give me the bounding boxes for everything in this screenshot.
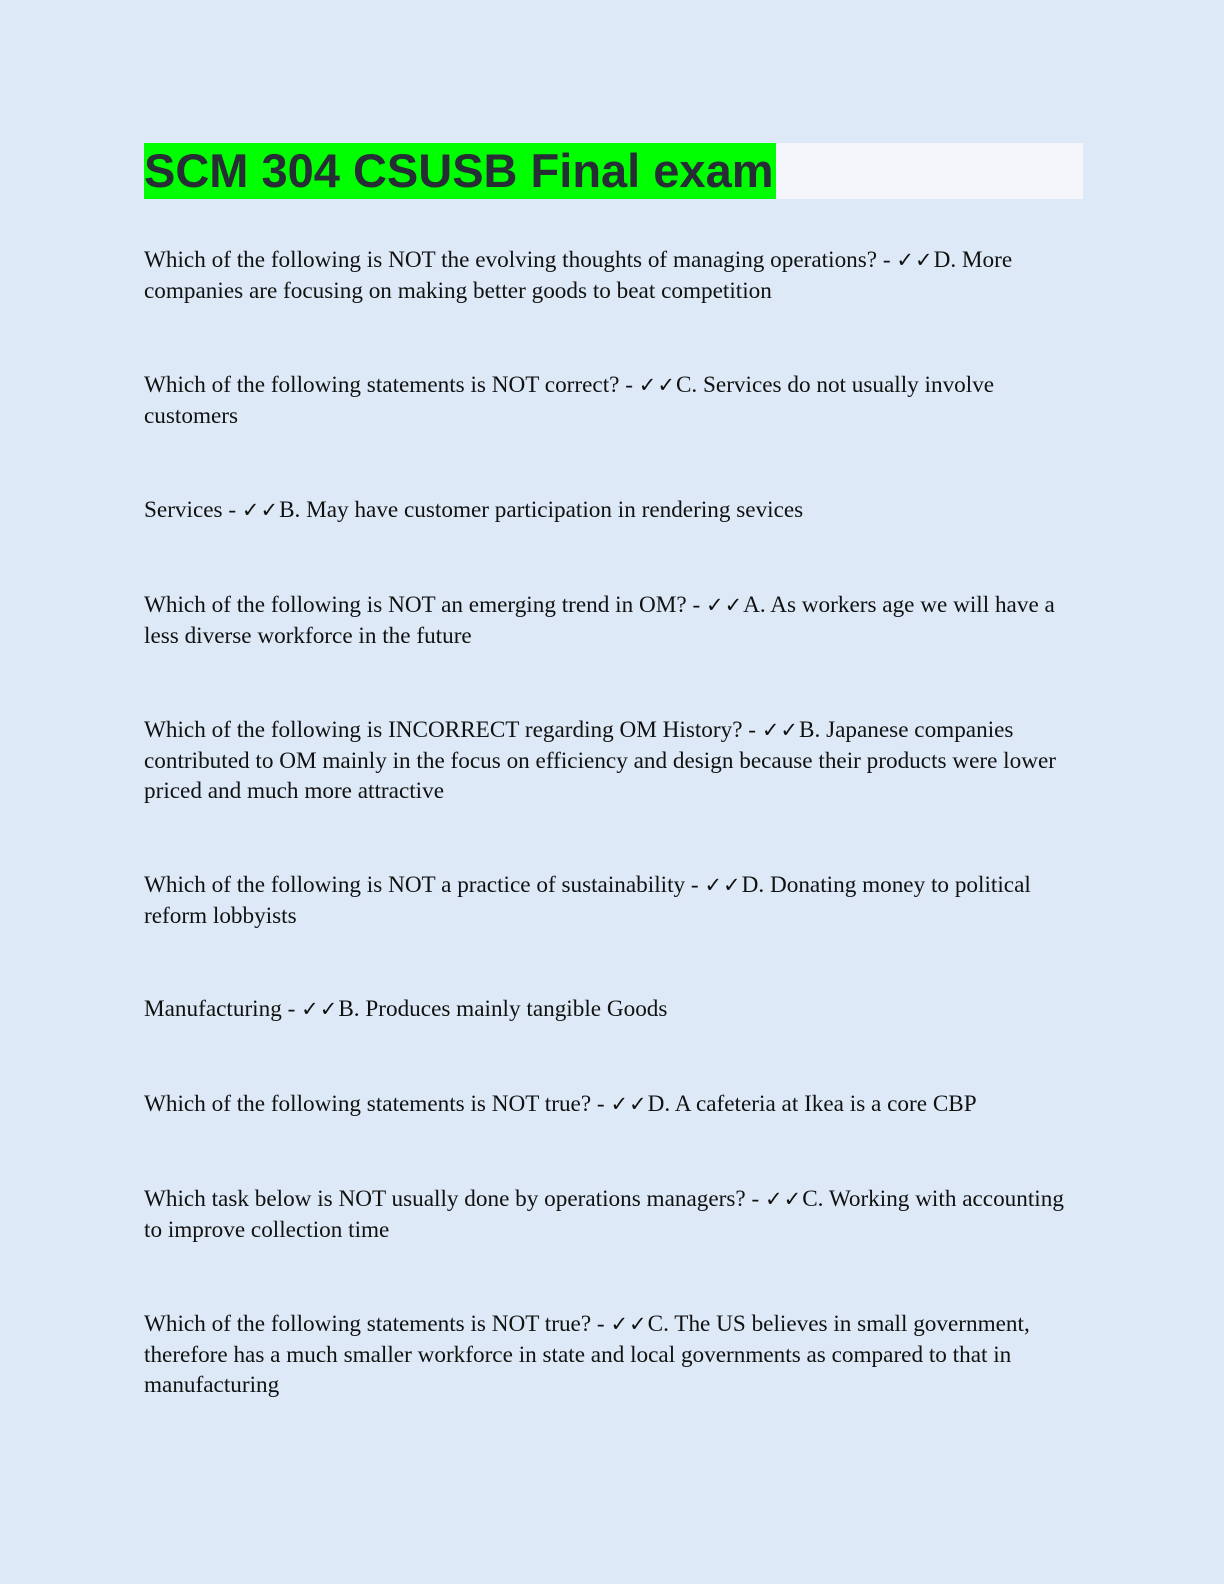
qa-item	[144, 1309, 1084, 1401]
qa-item	[144, 495, 1084, 526]
check-mark-icon: ✓✓	[301, 997, 339, 1021]
check-mark-icon: ✓✓	[705, 593, 744, 617]
qa-item	[144, 994, 1084, 1025]
question-text: Which of the following is NOT a practice of sustainability -	[144, 872, 705, 898]
answer-text: C. Working with accounting to improve collection time	[144, 1186, 1064, 1243]
answer-text: D. Donating money to political reform lobbyists	[144, 872, 1031, 929]
qa-item	[144, 590, 1084, 651]
qa-item	[144, 245, 1084, 306]
answer-text: B. Japanese companies contributed to OM mainly in the focus on efficiency and design because their products were lower priced and much more attractive	[144, 717, 1056, 804]
check-mark-icon: ✓✓	[764, 1187, 803, 1211]
answer-text: D. A cafeteria at Ikea is a core CBP	[647, 1091, 977, 1117]
qa-item	[144, 370, 1084, 431]
question-text: Which of the following is NOT an emerging trend in OM? -	[144, 592, 706, 618]
qa-item	[144, 1184, 1084, 1245]
question-text: Services -	[144, 497, 242, 523]
answer-text: C. The US believes in small government, therefore has a much smaller workforce in state and local governments as compared to that in manufacturing	[144, 1311, 1030, 1398]
check-mark-icon: ✓✓	[896, 248, 934, 272]
question-text: Which of the following is NOT the evolving thoughts of managing operations? -	[144, 247, 897, 273]
title-bar	[144, 143, 1083, 199]
answer-text: D. More companies are focusing on making better goods to beat competition	[144, 247, 1013, 304]
check-mark-icon: ✓✓	[761, 718, 800, 742]
check-mark-icon: ✓✓	[704, 873, 742, 897]
check-mark-icon: ✓✓	[610, 1312, 648, 1336]
qa-item	[144, 1089, 1084, 1120]
qa-item	[144, 870, 1084, 931]
document-title: SCM 304 CSUSB Final exam	[144, 144, 774, 197]
answer-text: B. Produces mainly tangible Goods	[338, 996, 668, 1022]
question-text: Manufacturing -	[144, 996, 302, 1022]
question-text: Which of the following statements is NOT correct? -	[144, 372, 639, 398]
question-text: Which of the following statements is NOT true? -	[144, 1091, 611, 1117]
qa-item	[144, 715, 1084, 807]
question-text: Which task below is NOT usually done by operations managers? -	[144, 1186, 765, 1212]
question-text: Which of the following is INCORRECT regarding OM History? -	[144, 717, 762, 743]
answer-text: A. As workers age we will have a less diverse workforce in the future	[144, 592, 1055, 649]
answer-text: C. Services do not usually involve customers	[144, 372, 995, 429]
question-text: Which of the following statements is NOT true? -	[144, 1311, 611, 1337]
check-mark-icon: ✓✓	[241, 498, 280, 522]
check-mark-icon: ✓✓	[610, 1092, 648, 1116]
check-mark-icon: ✓✓	[638, 373, 676, 397]
answer-text: B. May have customer participation in rendering sevices	[279, 497, 804, 523]
